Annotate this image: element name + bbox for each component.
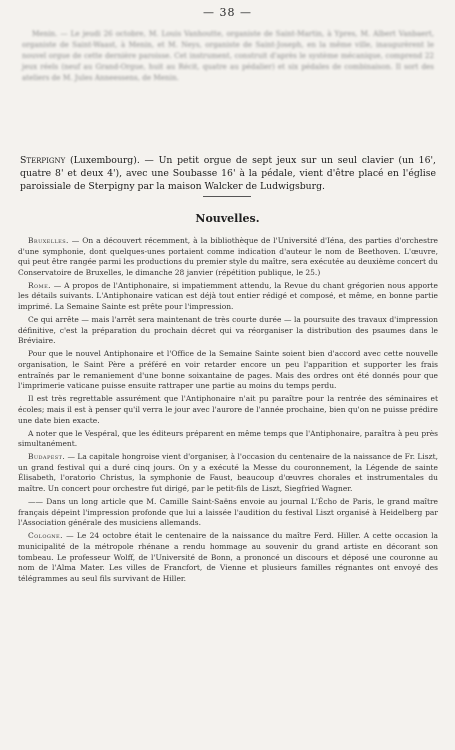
news-item [18,236,438,278]
section-title: Nouvelles. [195,212,260,225]
news-section [18,236,438,587]
news-item [18,281,438,313]
news-text: A noter que le Vespéral, que les éditeurs préparent en même temps que l'Antiphonaire, paraîtra à peu près simultanément. [18,428,438,449]
news-item [18,429,438,450]
news-text: —— Dans un long article que M. Camille Saint-Saëns envoie au journal L'Écho de Paris, le grand maître français dépeint l'impression profonde que lui a laissée l'audition du festival Liszt organisé à Heidelberg par l'Association générale des musiciens allemands. [18,497,438,528]
news-city: Rome. [28,280,51,290]
news-text: Ce qui arrête — mais l'arrêt sera maintenant de très courte durée — la poursuite des travaux d'impression définitive, c'est la préparation du prochain décret qui va réorganiser la distribution des psaumes dans le Bréviaire. [18,315,438,346]
sterpigny-place: Sterpigny [20,155,66,166]
section-rule [203,196,251,197]
menin-paragraph-blurred [22,28,434,83]
news-text: — Le 24 octobre était le centenaire de la naissance du maître Ferd. Hiller. A cette occasion la municipalité de la métropole rhénane a rendu hommage au souvenir du grand artiste en décorant son tombeau. Le professeur Wolff, de l'Université de Bonn, a prononcé un discours et déposé une couronne au nom de l'Alma Mater. Les villes de Francfort, de Vienne et plusieurs familles régnantes ont envoyé des télégrammes au seul fils survivant de Hiller. [18,531,438,583]
news-city: Budapest. [28,452,66,462]
news-text: — A propos de l'Antiphonaire, si impatiemment attendu, la Revue du chant grégorien nous apporte les détails suivants. L'Antiphonaire vatican est déjà tout entier rédigé et composé, et même, en bonne partie imprimé. La Semaine Sainte est prête pour l'impression. [18,280,438,312]
news-text: Pour que le nouvel Antiphonaire et l'Office de la Semaine Sainte soient bien d'accord avec cette nouvelle organisation, le Saint Père a préféré en voir retarder encore un peu l'apparition et supporter les frais entraînés par le remaniement d'une bonne soixantaine de pages. Mais des ordres ont été donnés pour que l'imprimerie vaticane puisse ensuite rattraper une partie au moins du temps perdu. [18,349,438,391]
news-item [18,315,438,347]
news-text: — On a découvert récemment, à la bibliothèque de l'Université d'Iéna, des parties d'orchestre d'une symphonie, dont quelques-unes portaient comme indication d'auteur le nom de Beethoven. L'œuvre, qui peut être rangée parmi les productions du premier style du maître, sera exécutée au deuxième concert du Conservatoire de Bruxelles, le dimanche 28 janvier (répétition publique, le 25.) [18,236,438,277]
news-text: — La capitale hongroise vient d'organiser, à l'occasion du centenaire de la naissance de Fr. Liszt, un grand festival qui a duré cinq jours. On y a exécuté la Messe du couronnement, la Légende de sainte Élisabeth, l'oratorio Christus, la symphonie de Faust, beaucoup d'œuvres chorales et instrumentales du maître. Un concert pour orchestre fut dirigé, par le petit-fils de Liszt, Siegfried Wagner. [18,452,438,494]
news-text: Il est très regrettable assurément que l'Antiphonaire n'ait pu paraître pour la rentrée des séminaires et écoles; mais il est à penser qu'il verra le jour avec l'aurore de l'année prochaine, bien qu'on ne puisse prédire une date bien exacte. [18,394,438,425]
sterpigny-paragraph [20,154,436,193]
news-city: Bruxelles. [28,236,69,245]
menin-paragraph: Menin. — Le jeudi 26 octobre, M. Louis Vanhoutte, organiste de Saint-Martin, à Ypres, M. Albert Vanbaert, organiste de Saint-Waast, à Menin, et M. Neys, organiste de Saint-Joseph, en la même ville, inaugurèrent le nouvel orgue de cette dernière paroisse. Cet instrument, construit d'après le système mécanique, comprend 22 jeux réels (neuf au Grand-Orgue, huit au Récit, quatre au pédalier) et six pédales de combinaison. Il sort des ateliers de M. Jules Anneessens, de Menin. [22,29,434,82]
page-number: — 38 — [203,6,252,19]
news-item [18,531,438,584]
news-item [18,349,438,391]
news-city: Cologne. [28,531,63,541]
news-item [18,452,438,494]
sterpigny-text: (Luxembourg). — Un petit orgue de sept jeux sur un seul clavier (un 16', quatre 8' et deux 4'), avec une Soubasse 16' à la pédale, vient d'être placé en l'église paroissiale de Sterpigny par la maison Walcker de Ludwigsburg. [20,155,436,192]
news-item [18,497,438,529]
news-item [18,394,438,426]
